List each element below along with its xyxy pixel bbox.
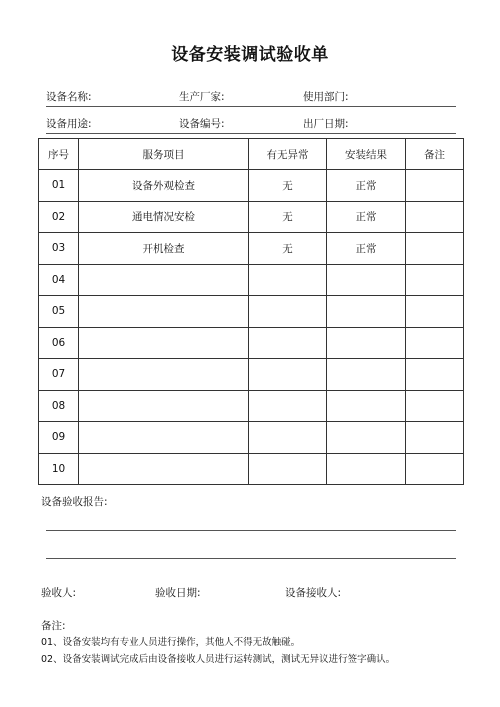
- header-result: 安装结果: [327, 139, 406, 170]
- inspection-table: [38, 138, 464, 485]
- cell-result: [327, 390, 406, 422]
- table-row: [39, 233, 464, 265]
- cell-result: [327, 453, 406, 485]
- cell-remarks: [406, 327, 464, 359]
- cell-abnormal: [249, 422, 327, 454]
- cell-service-item: [79, 453, 249, 485]
- cell-no: 02: [39, 201, 79, 233]
- cell-abnormal: 无: [249, 233, 327, 265]
- report-line-2: [46, 558, 456, 559]
- table-row: [39, 170, 464, 202]
- form-title: 设备安装调试验收单: [171, 45, 329, 65]
- cell-no: 09: [39, 422, 79, 454]
- cell-abnormal: [249, 296, 327, 328]
- receiver-label: 设备接收人:: [285, 587, 342, 599]
- inspection-date-label: 验收日期:: [155, 587, 201, 599]
- report-line-1: [46, 530, 456, 531]
- header-remarks: 备注: [406, 139, 464, 170]
- table-row: [39, 264, 464, 296]
- cell-no: 10: [39, 453, 79, 485]
- table-row: [39, 359, 464, 391]
- cell-abnormal: 无: [249, 170, 327, 202]
- cell-remarks: [406, 296, 464, 328]
- cell-abnormal: [249, 264, 327, 296]
- cell-service-item: 设备外观检查: [79, 170, 249, 202]
- manufacturer-label: 生产厂家:: [179, 91, 225, 103]
- cell-remarks: [406, 264, 464, 296]
- notes-title: 备注:: [41, 620, 66, 632]
- table-row: [39, 327, 464, 359]
- cell-service-item: [79, 422, 249, 454]
- cell-service-item: [79, 264, 249, 296]
- cell-abnormal: [249, 327, 327, 359]
- cell-no: 03: [39, 233, 79, 265]
- cell-result: 正常: [327, 201, 406, 233]
- inspector-label: 验收人:: [41, 587, 77, 599]
- equipment-no-label: 设备编号:: [179, 118, 225, 130]
- cell-service-item: 开机检查: [79, 233, 249, 265]
- cell-result: 正常: [327, 170, 406, 202]
- cell-remarks: [406, 201, 464, 233]
- cell-service-item: [79, 327, 249, 359]
- cell-remarks: [406, 453, 464, 485]
- department-label: 使用部门:: [303, 91, 349, 103]
- header-abnormal: 有无异常: [249, 139, 327, 170]
- header-service-item: 服务项目: [79, 139, 249, 170]
- table-row: [39, 201, 464, 233]
- note-item: 02、设备安装调试完成后由设备接收人员进行运转测试，测试无异议进行签字确认。: [41, 654, 396, 665]
- cell-no: 01: [39, 170, 79, 202]
- cell-service-item: [79, 390, 249, 422]
- cell-abnormal: 无: [249, 201, 327, 233]
- cell-result: 正常: [327, 233, 406, 265]
- cell-abnormal: [249, 359, 327, 391]
- header-no: 序号: [39, 139, 79, 170]
- table-header-row: [39, 139, 464, 170]
- cell-remarks: [406, 359, 464, 391]
- table-row: [39, 296, 464, 328]
- purpose-label: 设备用途:: [46, 118, 92, 130]
- cell-abnormal: [249, 390, 327, 422]
- equipment-name-label: 设备名称:: [46, 91, 92, 103]
- info-row-2: [46, 115, 456, 134]
- cell-no: 04: [39, 264, 79, 296]
- cell-no: 05: [39, 296, 79, 328]
- cell-no: 06: [39, 327, 79, 359]
- cell-remarks: [406, 390, 464, 422]
- report-label: 设备验收报告:: [41, 496, 108, 508]
- note-item: 01、设备安装均有专业人员进行操作，其他人不得无故触碰。: [41, 637, 301, 648]
- cell-result: [327, 327, 406, 359]
- cell-result: [327, 264, 406, 296]
- cell-result: [327, 359, 406, 391]
- cell-abnormal: [249, 453, 327, 485]
- cell-service-item: [79, 296, 249, 328]
- cell-remarks: [406, 422, 464, 454]
- cell-no: 08: [39, 390, 79, 422]
- cell-service-item: 通电情况安检: [79, 201, 249, 233]
- cell-result: [327, 296, 406, 328]
- cell-service-item: [79, 359, 249, 391]
- production-date-label: 出厂日期:: [303, 118, 349, 130]
- cell-no: 07: [39, 359, 79, 391]
- info-row-1: [46, 88, 456, 107]
- cell-remarks: [406, 170, 464, 202]
- table-row: [39, 422, 464, 454]
- cell-remarks: [406, 233, 464, 265]
- table-row: [39, 390, 464, 422]
- cell-result: [327, 422, 406, 454]
- table-row: [39, 453, 464, 485]
